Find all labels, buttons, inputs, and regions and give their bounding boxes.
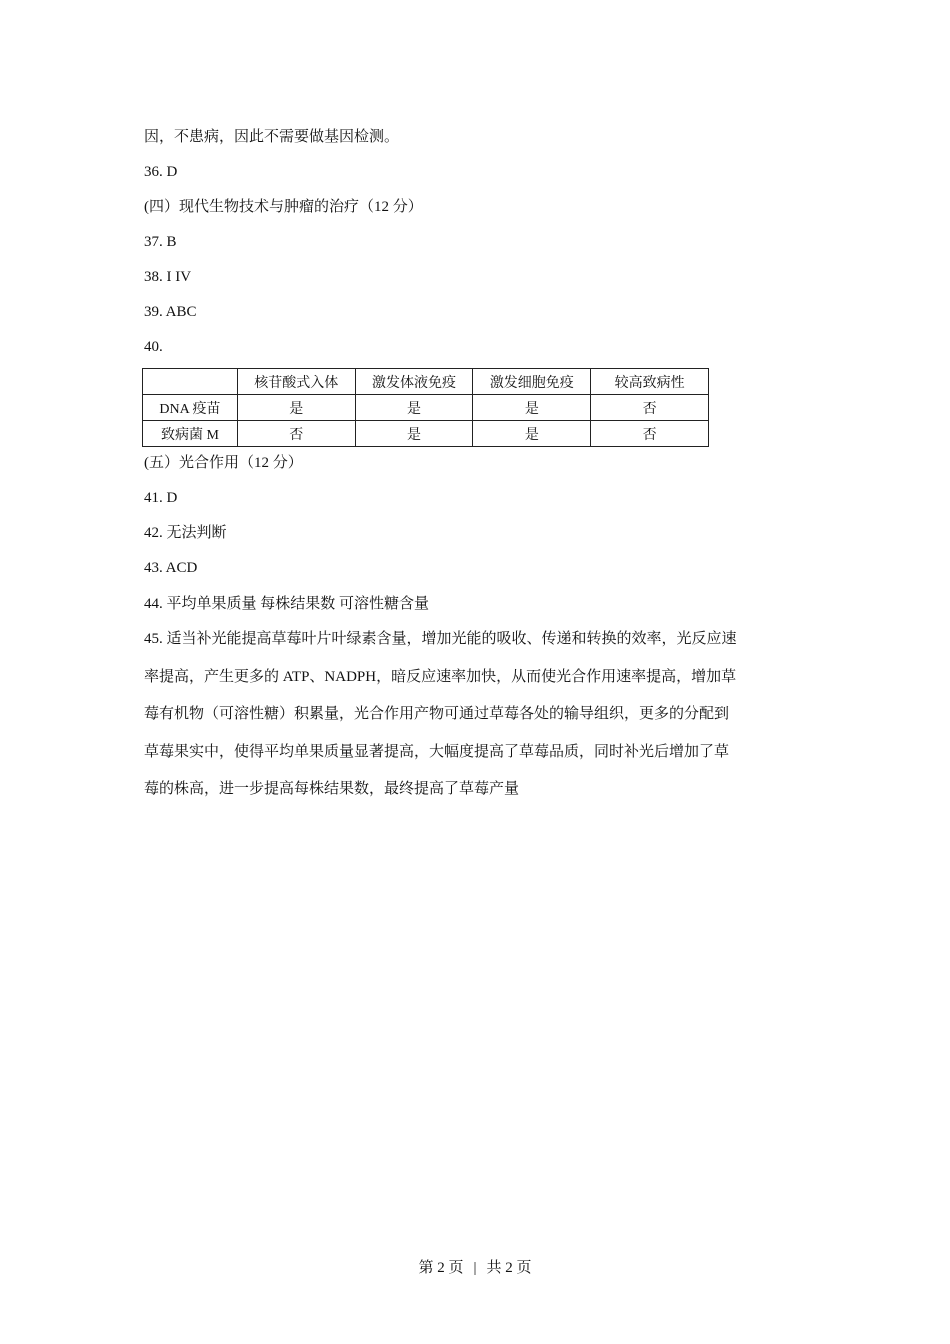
answer-45-line: 草莓果实中，使得平均单果质量显著提高，大幅度提高了草莓品质，同时补光后增加了草: [144, 743, 730, 760]
table-header-cell: 较高致病性: [591, 369, 709, 395]
page-footer: [0, 1256, 950, 1277]
table-cell: 是: [473, 395, 591, 421]
table-cell: 是: [355, 421, 473, 447]
table-cell: 否: [591, 395, 709, 421]
table-cell: 否: [237, 421, 355, 447]
page-number: 第 2 页: [418, 1260, 464, 1276]
answer-37: 37. B: [144, 234, 177, 250]
footer-separator: |: [473, 1260, 477, 1276]
answer-42: 42. 无法判断: [144, 525, 227, 541]
answer-41: 41. D: [144, 490, 178, 506]
answer-40-table: [142, 368, 709, 447]
table-header-cell: 激发细胞免疫: [473, 369, 591, 395]
answer-36: 36. D: [144, 164, 178, 180]
table-cell: 否: [591, 421, 709, 447]
answer-45-line: 率提高，产生更多的 ATP、NADPH，暗反应速率加快，从而使光合作用速率提高，增加草: [144, 668, 737, 685]
table-row: [143, 421, 709, 447]
answer-45-line: 莓的株高，进一步提高每株结果数，最终提高了草莓产量: [144, 781, 520, 797]
table-header-cell: 核苷酸式入体: [237, 369, 355, 395]
table-cell: 是: [473, 421, 591, 447]
table-cell: 是: [355, 395, 473, 421]
answer-45-paragraph: [144, 621, 809, 809]
table-cell: 致病菌 M: [143, 421, 238, 447]
table-row: [143, 395, 709, 421]
section-5-heading: (五）光合作用（12 分）: [144, 455, 303, 471]
answer-39: 39. ABC: [144, 304, 197, 320]
table-header-cell: 激发体液免疫: [355, 369, 473, 395]
table-header-row: [143, 369, 709, 395]
answer-35-continuation: 因，不患病，因此不需要做基因检测。: [144, 129, 400, 145]
answer-45-line: 莓有机物（可溶性糖）积累量，光合作用产物可通过草莓各处的输导组织，更多的分配到: [144, 706, 730, 722]
section-4-heading: (四）现代生物技术与肿瘤的治疗（12 分）: [144, 199, 423, 215]
table-cell: 是: [237, 395, 355, 421]
page-total: 共 2 页: [486, 1260, 532, 1276]
answer-43: 43. ACD: [144, 560, 198, 576]
answer-44: 44. 平均单果质量 每株结果数 可溶性糖含量: [144, 596, 430, 612]
answer-40-label: 40.: [144, 339, 163, 355]
table-header-cell: [143, 369, 238, 395]
answer-45-line: 45. 适当补光能提高草莓叶片叶绿素含量，增加光能的吸收、传递和转换的效率，光反应速: [144, 631, 737, 647]
table-cell: DNA 疫苗: [143, 395, 238, 421]
answer-38: 38. I IV: [144, 269, 192, 285]
